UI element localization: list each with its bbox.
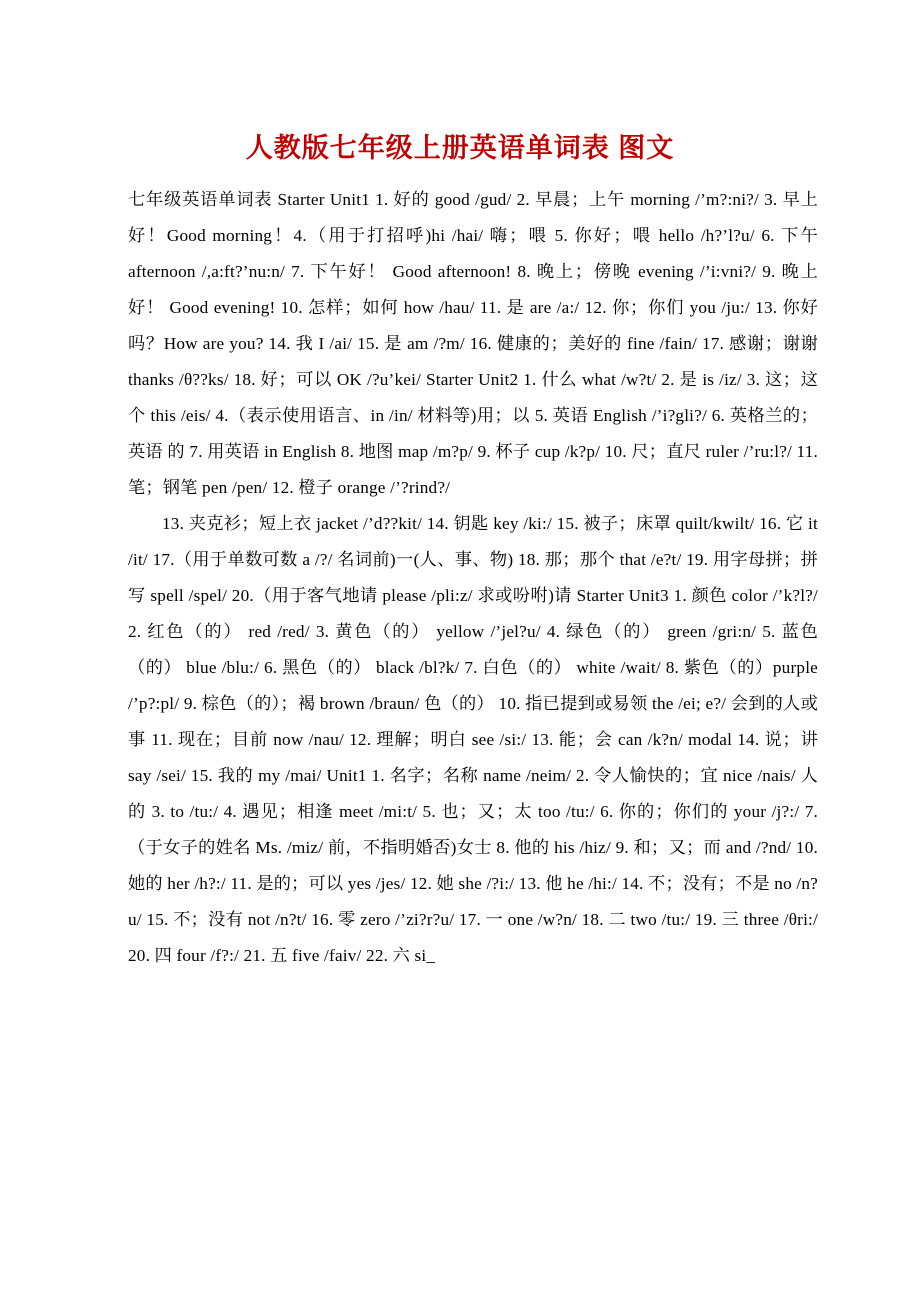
- paragraph-1: 七年级英语单词表 Starter Unit1 1. 好的 good /gud/ 2. 早晨；上午 morning /’m?:ni?/ 3. 早上好！Good morning！4.（用于打招呼)hi /hai/ 嗨；喂 5. 你好；喂 hello /h?’l?u/ 6. 下午 afternoon /,a:ft?’nu:n/ 7. 下午好！ Good afternoon! 8. 晚上；傍晚 evening /’i:vni?/ 9. 晚上好！ Good evening! 10. 怎样；如何 how /hau/ 11. 是 are /a:/ 12. 你；你们 you /ju:/ 13. 你好吗？How are you? 14. 我 I /ai/ 15. 是 am /?m/ 16. 健康的；美好的 fine /fain/ 17. 感谢；谢谢 thanks /θ??ks/ 18. 好；可以 OK /?u’kei/ Starter Unit2 1. 什么 what /w?t/ 2. 是 is /iz/ 3. 这；这个 this /eis/ 4.（表示使用语言、in /in/ 材料等)用；以 5. 英语 English /’i?gli?/ 6. 英格兰的；英语 的 7. 用英语 in English 8. 地图 map /m?p/ 9. 杯子 cup /k?p/ 10. 尺；直尺 ruler /’ru:l?/ 11. 笔；钢笔 pen /pen/ 12. 橙子 orange /’?rind?/: [128, 190, 818, 497]
- paragraph-2: 13. 夹克衫；短上衣 jacket /’d??kit/ 14. 钥匙 key /ki:/ 15. 被子；床罩 quilt/kwilt/ 16. 它 it /it/ 17.（用于单数可数 a /?/ 名词前)一(人、事、物) 18. 那；那个 that /e?t/ 19. 用字母拼；拼写 spell /spel/ 20.（用于客气地请 please /pli:z/ 求或吩咐)请 Starter Unit3 1. 颜色 color /’k?l?/ 2. 红色（的） red /red/ 3. 黄色（的） yellow /’jel?u/ 4. 绿色（的） green /gri:n/ 5. 蓝色（的） blue /blu:/ 6. 黑色（的） black /bl?k/ 7. 白色（的） white /wait/ 8. 紫色（的）purple /’p?:pl/ 9. 棕色（的）；褐 brown /braun/ 色（的） 10. 指已提到或易领 the /ei; e?/ 会到的人或事 11. 现在；目前 now /nau/ 12. 理解；明白 see /si:/ 13. 能；会 can /k?n/ modal 14. 说；讲 say /sei/ 15. 我的 my /mai/ Unit1 1. 名字；名称 name /neim/ 2. 令人愉快的；宜 nice /nais/ 人的 3. to /tu:/ 4. 遇见；相逢 meet /mi:t/ 5. 也；又；太 too /tu:/ 6. 你的；你们的 your /j?:/ 7.（于女子的姓名 Ms. /miz/ 前，不指明婚否)女士 8. 他的 his /hiz/ 9. 和；又；而 and /?nd/ 10. 她的 her /h?:/ 11. 是的；可以 yes /jes/ 12. 她 she /?i:/ 13. 他 he /hi:/ 14. 不；没有；不是 no /n?u/ 15. 不；没有 not /n?t/ 16. 零 zero /’zi?r?u/ 17. 一 one /w?n/ 18. 二 two /tu:/ 19. 三 three /θri:/ 20. 四 four /f?:/ 21. 五 five /faiv/ 22. 六 si_: [128, 514, 818, 965]
- page-title: 人教版七年级上册英语单词表 图文: [245, 133, 675, 163]
- document-body: [128, 182, 818, 974]
